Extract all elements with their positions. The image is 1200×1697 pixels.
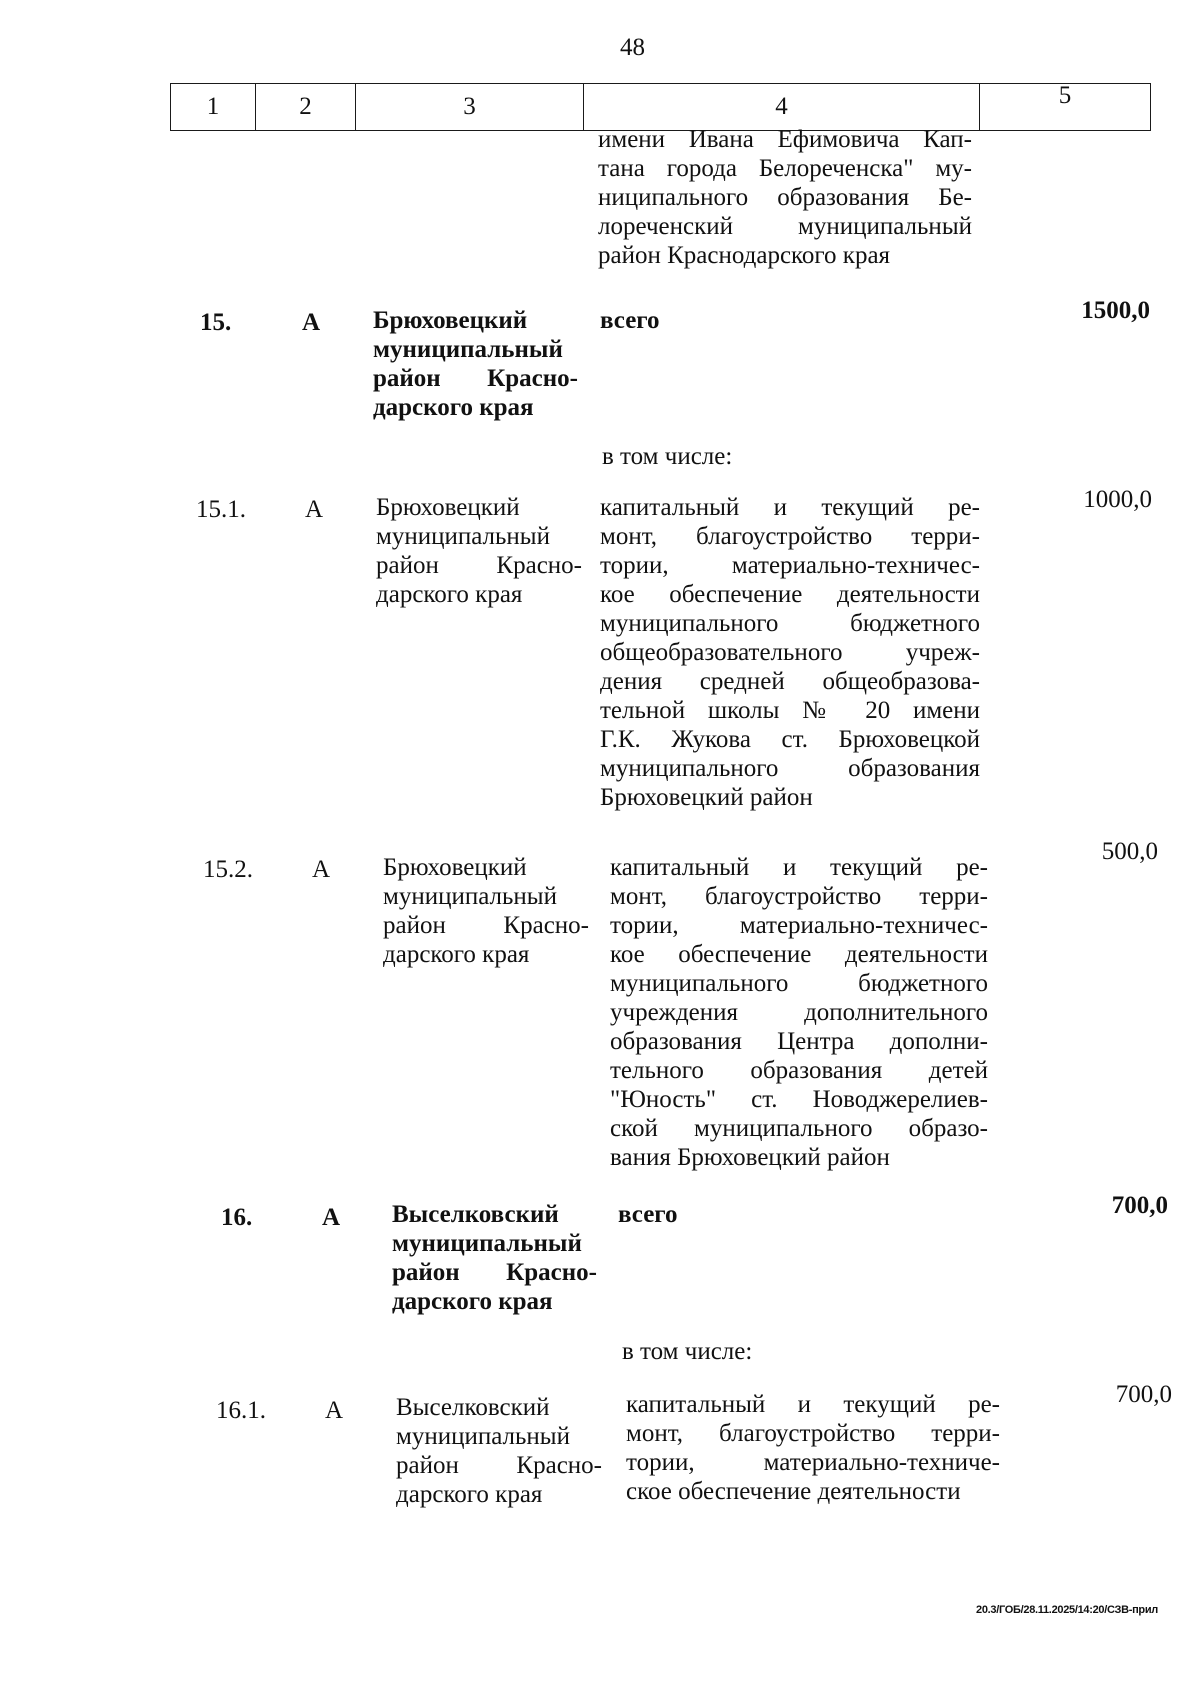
entry-purpose: всего: [618, 1201, 678, 1228]
text-line: дения средней общеобразова-: [600, 668, 980, 695]
text-line: муниципального бюджетного: [600, 610, 980, 637]
text-line: вания Брюховецкий район: [610, 1144, 890, 1171]
entry-category: А: [302, 309, 321, 336]
entry-amount: 700,0: [1115, 1381, 1172, 1408]
text-line: муниципальный: [376, 523, 550, 550]
text-line: муниципальный: [396, 1423, 570, 1450]
entry-purpose: [600, 493, 980, 812]
text-line: монт, благоустройство терри-: [600, 523, 980, 550]
text-line: кое обеспечение деятельности: [610, 941, 988, 968]
table-header: [170, 83, 1150, 131]
text-line: район Красно-: [396, 1452, 602, 1479]
header-col-5: 5: [980, 84, 1151, 131]
entry-category: А: [322, 1204, 341, 1231]
entry-number: 15.2.: [203, 856, 253, 883]
entry-amount: 1000,0: [1083, 486, 1152, 513]
entry-number: 15.: [200, 309, 232, 336]
text-line: район Красно-: [373, 365, 578, 392]
entry-purpose: всего: [600, 307, 660, 334]
text-line: район Красно-: [392, 1259, 597, 1286]
text-line: лореченский муниципальный: [598, 213, 972, 240]
text-line: тана города Белореченска" му-: [598, 155, 972, 182]
header-col-4: 4: [584, 84, 980, 131]
entry-purpose: [626, 1390, 1000, 1506]
text-line: тории, материально-техничес-: [610, 912, 988, 939]
entry-amount: 500,0: [1101, 838, 1158, 865]
text-line: тории, материально-техничес-: [600, 552, 980, 579]
text-line: тельной школы № 20 имени: [600, 697, 980, 724]
entry-number: 16.1.: [216, 1397, 266, 1424]
text-line: муниципального бюджетного: [610, 970, 988, 997]
text-line: образования Центра дополни-: [610, 1028, 988, 1055]
text-line: Выселковский: [396, 1394, 550, 1421]
text-line: Брюховецкий: [383, 854, 527, 881]
entry-district: [392, 1200, 597, 1316]
text-line: дарского края: [396, 1481, 543, 1508]
entry-district: [383, 853, 589, 969]
including-label: в том числе:: [602, 443, 733, 470]
text-line: Брюховецкий: [376, 494, 520, 521]
entry-district: [396, 1393, 602, 1509]
text-line: дарского края: [373, 394, 534, 421]
text-line: Г.К. Жукова ст. Брюховецкой: [600, 726, 980, 753]
text-line: "Юность" ст. Новоджерелиев-: [610, 1086, 988, 1113]
text-line: Выселковский: [392, 1201, 559, 1228]
text-line: ское обеспечение деятельности: [626, 1478, 961, 1505]
continuation-text: [598, 125, 972, 270]
footer-code: 20.3/ГОБ/28.11.2025/14:20/СЗВ-прил: [976, 1604, 1158, 1616]
entry-category: А: [305, 496, 324, 523]
text-line: район Красно-: [383, 912, 589, 939]
text-line: монт, благоустройство терри-: [610, 883, 988, 910]
entry-district: [373, 306, 578, 422]
text-line: дарского края: [376, 581, 523, 608]
text-line: тории, материально-техниче-: [626, 1449, 1000, 1476]
text-line: Брюховецкий район: [600, 784, 813, 811]
text-line: кое обеспечение деятельности: [600, 581, 980, 608]
text-line: капитальный и текущий ре-: [600, 494, 980, 521]
page-number: 48: [620, 34, 645, 61]
text-line: муниципальный: [392, 1230, 582, 1257]
including-label: в том числе:: [622, 1338, 753, 1365]
entry-category: А: [325, 1397, 344, 1424]
entry-amount: 1500,0: [1081, 297, 1150, 324]
text-line: ской муниципального образо-: [610, 1115, 988, 1142]
text-line: капитальный и текущий ре-: [626, 1391, 1000, 1418]
entry-category: А: [312, 856, 331, 883]
entry-amount: 700,0: [1111, 1192, 1168, 1219]
text-line: общеобразовательного учреж-: [600, 639, 980, 666]
header-col-1: 1: [171, 84, 256, 131]
text-line: капитальный и текущий ре-: [610, 854, 988, 881]
text-line: имени Ивана Ефимовича Кап-: [598, 126, 972, 153]
text-line: муниципального образования: [600, 755, 980, 782]
entry-purpose: [610, 853, 988, 1172]
text-line: учреждения дополнительного: [610, 999, 988, 1026]
text-line: муниципальный: [383, 883, 557, 910]
header-col-3: 3: [356, 84, 584, 131]
entry-number: 16.: [221, 1204, 253, 1231]
text-line: дарского края: [392, 1288, 553, 1315]
text-line: муниципальный: [373, 336, 563, 363]
text-line: район Краснодарского края: [598, 242, 891, 269]
entry-district: [376, 493, 582, 609]
text-line: ниципального образования Бе-: [598, 184, 972, 211]
text-line: дарского края: [383, 941, 530, 968]
text-line: монт, благоустройство терри-: [626, 1420, 1000, 1447]
text-line: тельного образования детей: [610, 1057, 988, 1084]
text-line: Брюховецкий: [373, 307, 528, 334]
text-line: район Красно-: [376, 552, 582, 579]
header-col-2: 2: [256, 84, 356, 131]
entry-number: 15.1.: [196, 496, 246, 523]
